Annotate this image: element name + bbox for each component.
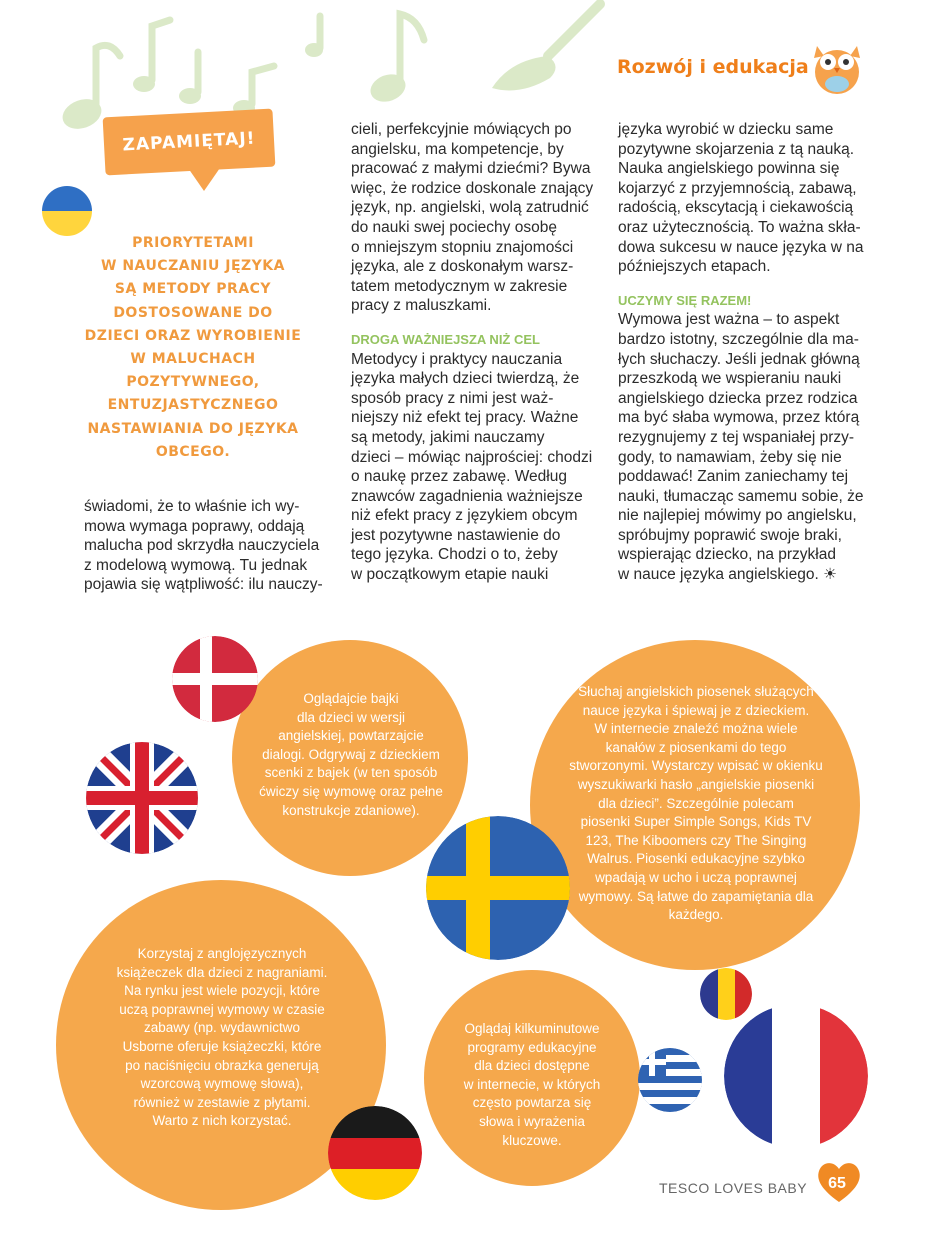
tip-text-2: Słuchaj angielskich piosenek służących nauce języka i śpiewaj je z dzieckiem. W internecie znaleźć można wiele kanałów z piosenkami do tego stworzonymi. Wystarczy wpisać w okienku wyszukiwarki hasło „angielskie piosenki dla dzieci”. Szczególnie polecam piosenki Super Simple Songs, Kids TV 123, The Kiboomers czy The Singing Walrus. Piosenki edukacyjne szybko wpadają w ucho i uczą poprawnej wymowy. Są łatwe do zapamiętania dla każdego. <box>569 684 823 923</box>
footer-brand: TESCO LOVES BABY <box>659 1180 808 1196</box>
flag-denmark-icon <box>172 636 258 722</box>
flag-ukraine-icon <box>42 186 92 236</box>
tip-text-4: Oglądaj kilkuminutowe programy edukacyjne dla dzieci dostępne w internecie, w których często powtarza się słowa i wyrażenia kluczowe. <box>463 1021 601 1148</box>
flag-uk-icon <box>86 742 198 854</box>
flag-germany-icon <box>328 1106 422 1200</box>
section-title: Rozwój i edukacja <box>617 56 809 78</box>
paintbrush-icon <box>492 4 600 90</box>
article-column-2 <box>351 120 599 585</box>
tip-text-3: Korzystaj z anglojęzycznych książeczek dla dzieci z nagraniami. Na rynku jest wiele pozycji, które uczą poprawnej wymowy w czasie zabawy (np. wydawnictwo Usborne oferuje książeczki, które po naciśnięciu obrazka generują wzorcową wymowę słowa), również w zestawie z płytami. Warto z nich korzystać. <box>116 946 328 1129</box>
flag-france-icon <box>724 1004 868 1148</box>
pull-quote: PRIORYTETAMI W NAUCZANIU JĘZYKA SĄ METODY PRACY DOSTOSOWANE DO DZIECI ORAZ WYROBIENIE W MALUCHACH POZYTYWNEGO, ENTUZJASTYCZNEGO NASTAWIANIA DO JĘZYKA OBCEGO. <box>84 235 302 460</box>
flag-romania-icon <box>700 968 752 1020</box>
owl-icon <box>808 36 866 96</box>
article-column-1 <box>84 497 332 595</box>
page-number: 65 <box>828 1175 846 1192</box>
tip-text-1: Oglądajcie bajki dla dzieci w wersji angielskiej, powtarzajcie dialogi. Odgrywaj z dzieckiem scenki z bajek (w ten sposób ćwiczy się wymowę oraz pełne konstrukcje zdaniowe). <box>259 691 443 818</box>
article-paragraph: Metodycy i praktycy nauczania języka małych dzieci twierdzą, że sposób pracy z nimi jest waż- niejszy niż efekt tej pracy. Ważne są metody, jakimi nauczamy dzieci – mówiąc najprościej: chodzi o naukę przez zabawę. Według znawców zagadnienia ważniejsze niż efekt pracy z językiem obcym jest pozytywne nastawienie do tego języka. Chodzi o to, żeby w początkowym etapie nauki <box>351 350 593 584</box>
article-paragraph: Wymowa jest ważna – to aspekt bardzo istotny, szczególnie dla ma- łych słuchaczy. Jeśli jednak główną przeszkodą we wspieraniu nauki angielskiego dziecka przez rodzica ma być słaba wymowa, przez którą rezygnujemy z tej wspaniałej przy- gody, to namawiam, żeby się nie poddawać! Zanim zaniechamy tej nauki, tłumacząc samemu sobie, że nie najlepiej mówimy po angielsku, spróbujmy poprawić swoje braki, wspierając dziecko, na przykład w nauce języka angielskiego. ☀ <box>618 311 864 584</box>
article-paragraph: cieli, perfekcyjnie mówiących po angielsku, ma kompetencje, by pracować z małymi dziećmi? Bywa więc, że rodzice doskonale znający język, np. angielski, wolą zatrudnić do nauki swej pociechy osobę o mniejszym stopniu znajomości języka, ale z doskonałym warsz- tatem metodycznym w zakresie pracy z maluszkami. <box>351 121 594 315</box>
callout-label: ZAPAMIĘTAJ! <box>122 128 256 156</box>
callout-tail <box>186 165 222 191</box>
article-subheading: DROGA WAŻNIEJSZA NIŻ CEL <box>351 331 540 347</box>
article-paragraph: języka wyrobić w dziecku same pozytywne skojarzenia z tą nauką. Nauka angielskiego powinna się kojarzyć z przyjemnością, zabawą, radością, ekscytacją i ciekawością oraz użytecznością. To ważna skła- dowa sukcesu w nauce języka w na późniejszych etapach. <box>618 121 864 276</box>
article-subheading: UCZYMY SIĘ RAZEM! <box>618 292 752 308</box>
article-paragraph: świadomi, że to właśnie ich wy- mowa wymaga poprawy, oddają malucha pod skrzydła nauczyciela z modelową wymową. Tu jednak pojawia się wątpliwość: ilu nauczy- <box>84 498 323 594</box>
flag-sweden-icon <box>426 816 570 960</box>
article-column-3 <box>618 120 870 585</box>
flag-greece-icon <box>638 1048 702 1112</box>
